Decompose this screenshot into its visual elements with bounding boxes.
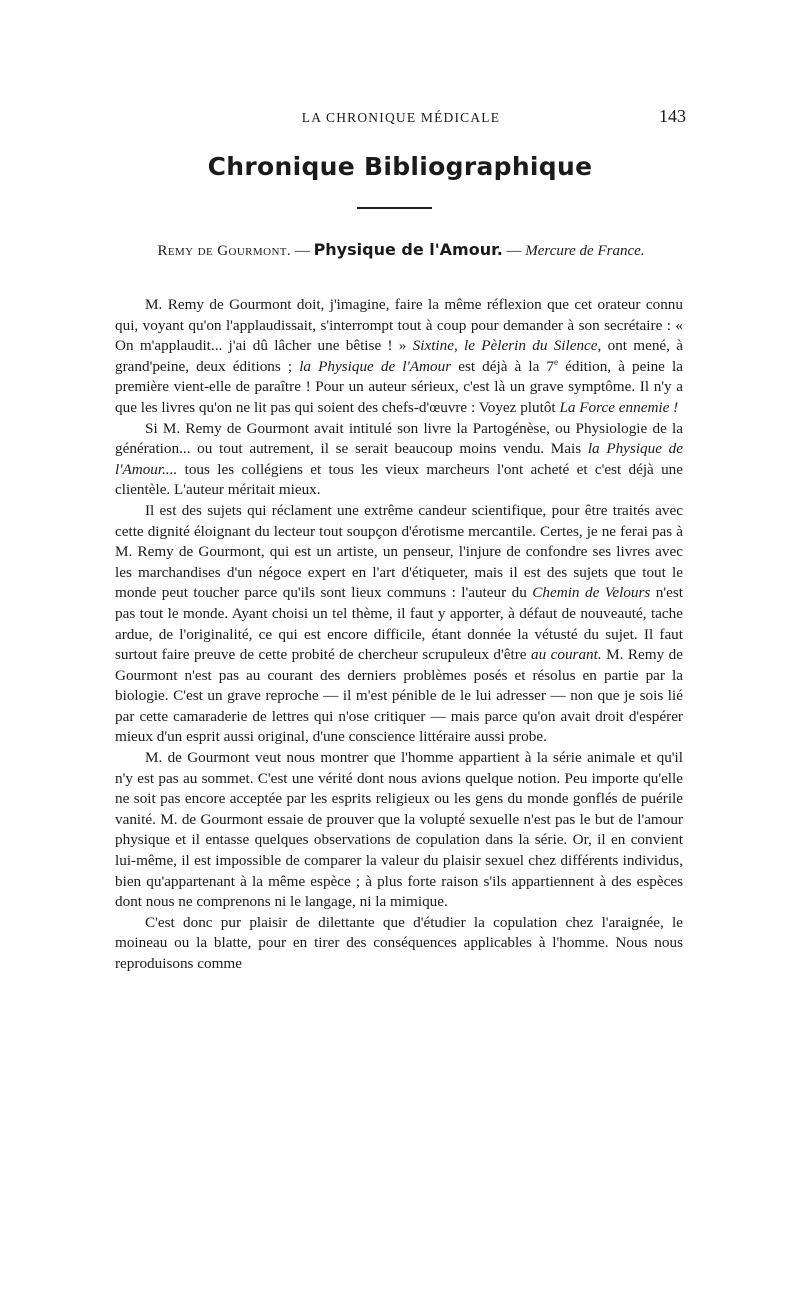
- italic-title: Chemin de Velours: [532, 584, 651, 602]
- review-body: [115, 295, 683, 975]
- page-number: 143: [659, 106, 686, 126]
- title-divider: [357, 207, 432, 209]
- italic-title: La Force ennemie !: [559, 398, 679, 416]
- text-run: Si M. Remy de Gourmont avait intitulé son livre la Partogénèse, ou Physiologie de la génération... ou tout autrement, il se serait beaucoup moins vendu. Mais: [115, 419, 683, 458]
- paragraph: C'est donc pur plaisir de dilettante que d'étudier la copulation chez l'araignée, le moineau ou la blatte, pour en tirer des conséquences applicables à l'homme. Nous nous reproduisons comme: [115, 913, 683, 972]
- text-run: ont mené, à grand'peine, deux éditions ;: [115, 337, 683, 375]
- text-run: est déjà à la 7: [451, 357, 555, 375]
- paragraph: [115, 501, 683, 748]
- superscript: e: [554, 356, 559, 367]
- text-run: M. Remy de Gourmont n'est pas au courant des derniers problèmes posés et résolus en partie par la biologie. C'est un grave reproche — il m'est pénible de le lui adresser — non que je sois lié par cette camaraderie de lettres qui n'ose critiquer — mais parce qu'on avait droit d'espérer mieux d'un esprit aussi original, d'une conscience littéraire aussi probe.: [115, 646, 683, 746]
- citation-book-title: Physique de l'Amour.: [313, 240, 503, 259]
- text-run: M. Remy de Gourmont doit, j'imagine, faire la même réflexion que cet orateur connu qui, voyant qu'on l'applaudissait, s'interrompt tout à coup pour demander à son secrétaire : « On m'applaudit... j'ai dû lâcher une bêtise ! »: [115, 296, 683, 355]
- text-run: édition, à peine la première vient-elle de paraître ! Pour un auteur sérieux, c'est là un grave symptôme. Il n'y a que les livres qu'on ne lit pas qui soient des chefs-d'œuvre : Voyez plutôt: [115, 357, 683, 416]
- text-run: n'est pas tout le monde. Ayant choisi un tel thème, il faut y apporter, à défaut de nouveauté, tache ardue, de l'originalité, ce qui est encore difficile, étant donnée la vétusté du sujet. Il faut surtout faire preuve de cette probité de chercheur scrupuleux d'être: [115, 584, 683, 664]
- italic-title: Sixtine, le Pèlerin du Silence,: [412, 337, 602, 355]
- citation-author: Remy de Gourmont.: [157, 243, 292, 259]
- page-header: [116, 107, 686, 131]
- text-run: Il est des sujets qui réclament une extrême candeur scientifique, pour être traités avec cette dignité éloignant du lecteur tout soupçon d'érotisme mercantile. Certes, je ne ferai pas à M. Remy de Gourmont, qui est un artiste, un penseur, l'injure de confondre ses livres avec les marchandises d'un négoce expert en l'art d'étiqueter, mais il est des sujets que tout le monde peut toucher parce qu'ils sont lieux communs : l'auteur du: [115, 501, 683, 602]
- citation-dash: —: [291, 243, 314, 259]
- text-run: tous les collégiens et tous les vieux marcheurs l'ont acheté et c'est déjà une clientèle. L'auteur méritait mieux.: [115, 460, 683, 499]
- paragraph: M. de Gourmont veut nous montrer que l'homme appartient à la série animale et qu'il n'y est pas au sommet. C'est une vérité dont nous avions quelque notion. Peu importe qu'elle ne soit pas encore acceptée par les esprits religieux ou les gens du monde gonflés de puérile vanité. M. de Gourmont essaie de prouver que la volupté sexuelle n'est pas le but de l'amour physique et il entasse quelques observations de copulation dans la série. Or, il en convient lui-même, il est impossible de comparer la valeur du plaisir sexuel chez différents individus, bien qu'appartenant à la même espèce ; à plus forte raison s'ils appartiennent à des espèces dont nous ne comprenons ni le langage, ni la mimique.: [115, 749, 683, 911]
- paragraph: [115, 295, 683, 419]
- book-citation: [119, 240, 683, 261]
- italic-phrase: au courant.: [530, 646, 602, 664]
- italic-title: la Physique de l'Amour: [299, 357, 452, 375]
- citation-publisher: Mercure de France.: [525, 243, 645, 259]
- italic-title: la Physique de l'Amour....: [115, 440, 683, 478]
- running-head: LA CHRONIQUE MÉDICALE: [301, 110, 501, 125]
- paragraph: [115, 419, 683, 501]
- section-title: Chronique Bibliographique: [207, 152, 593, 181]
- citation-dash: —: [502, 243, 526, 259]
